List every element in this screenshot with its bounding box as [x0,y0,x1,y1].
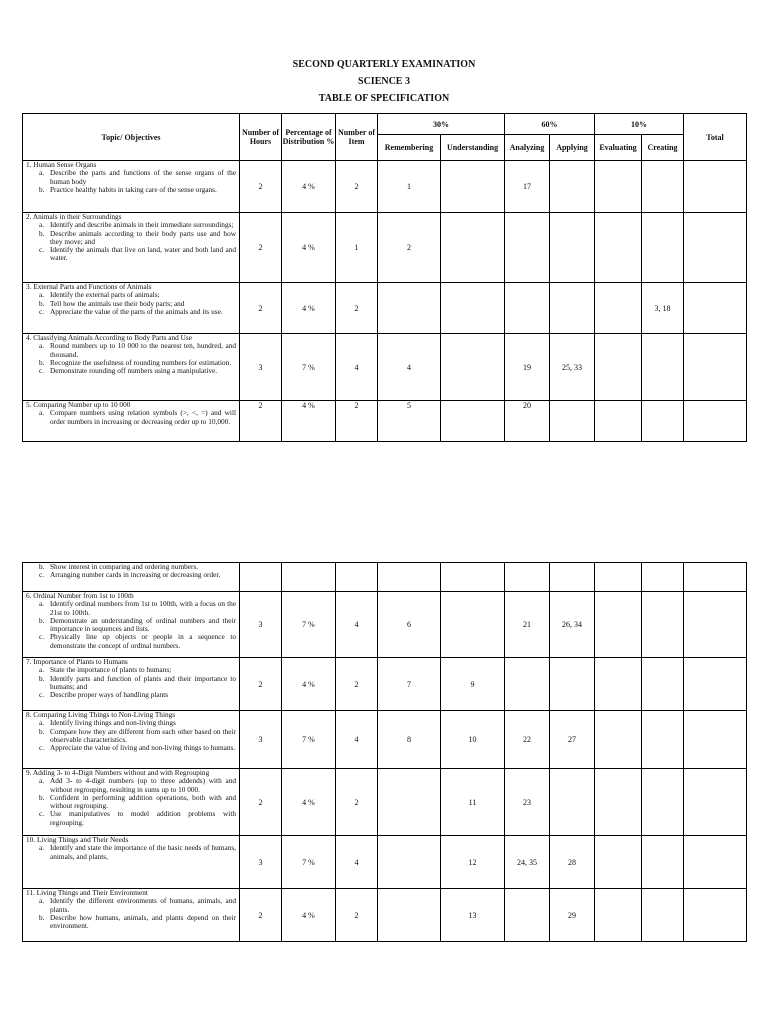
applying-cell [550,161,595,213]
objective-marker: a. [39,168,45,178]
understanding-cell [441,334,505,401]
remembering-cell: 2 [378,213,441,283]
objective-item [39,776,236,794]
objective-text: Appreciate the value of living and non-living things to humans. [50,743,236,753]
applying-cell [550,563,595,592]
objective-item [39,726,236,745]
remembering-cell: 4 [378,334,441,401]
topic-cell [23,161,240,213]
evaluating-cell [595,283,642,334]
understanding-cell: 13 [441,889,505,942]
evaluating-cell [595,401,642,442]
topic-cell [23,711,240,769]
objective-text: Identify ordinal numbers from 1st to 100th, with a focus on the 21st to 100th. [50,599,236,617]
objective-marker: b. [39,184,45,194]
items-cell: 2 [336,658,378,711]
creating-cell [642,658,684,711]
objective-text: Show interest in comparing and ordering numbers. [50,562,199,571]
objective-marker: b. [39,562,45,571]
percent-cell: 7 % [282,334,336,401]
total-cell [684,401,747,442]
objective-text: Tell how the animals use their body parts; and [50,298,185,308]
topic-heading: 11. Living Things and Their Environment [26,888,148,897]
evaluating-cell [595,563,642,592]
topic-cell [23,769,240,836]
objective-text: Describe proper ways of handling plants [50,690,169,700]
objective-item [39,673,236,692]
remembering-cell [378,769,441,836]
remembering-cell: 8 [378,711,441,769]
objective-text: Demonstrate rounding off numbers using a manipulative. [50,366,218,376]
hours-cell: 2 [240,401,282,442]
objective-text: Add 3- to 4-digit numbers (up to three addends) with and without regrouping, resulting in sums up to 10 000. [50,776,236,794]
topic-cell [23,563,240,592]
objective-text: Identify and describe animals in their immediate surroundings; [50,220,234,230]
percent-cell [282,563,336,592]
understanding-cell: 11 [441,769,505,836]
objective-item [39,245,236,263]
understanding-cell: 9 [441,658,505,711]
total-cell [684,563,747,592]
objective-item [39,843,236,861]
objective-text: Compare how they are different from each other based on their observable characteristics. [50,726,236,744]
items-cell: 2 [336,889,378,942]
remembering-cell [378,283,441,334]
topic-cell [23,401,240,442]
header-group-60: 60% [505,114,595,135]
objective-marker: c. [39,809,45,819]
total-cell [684,711,747,769]
topic-heading: 2. Animals in their Surroundings [26,212,122,221]
hours-cell [240,563,282,592]
percent-cell: 4 % [282,889,336,942]
percent-cell: 4 % [282,658,336,711]
topic-heading: 1. Human Sense Organs [26,160,97,169]
objective-marker: a. [39,599,45,609]
header-items: Number of Item [336,114,378,161]
creating-cell [642,769,684,836]
table-row [23,213,747,283]
analyzing-cell: 21 [505,592,550,658]
objective-text: Physically line up objects or people in a sequence to demonstrate the concept of ordinal numbers. [50,632,236,650]
objective-text: Appreciate the value of the parts of the animals and its use. [50,306,223,316]
topic-heading: 6. Ordinal Number from 1st to 100th [26,591,134,600]
objectives-list [26,409,236,426]
objective-text: Identify living things and non-living things [50,718,176,728]
creating-cell [642,836,684,889]
objectives-list [26,897,236,930]
objective-item [39,570,236,580]
objective-text: Identify the different environments of humans, animals, and plants. [50,896,236,914]
understanding-cell: 12 [441,836,505,889]
objective-marker: a. [39,896,45,906]
objective-marker: b. [39,615,45,625]
objectives-list [26,844,236,861]
objective-text: Compare numbers using relation symbols (>, <, =) and will order numbers in increasing or decreasing order up to 10,000. [50,408,236,426]
creating-cell: 3, 18 [642,283,684,334]
objective-item [39,743,236,753]
hours-cell: 2 [240,658,282,711]
table-row [23,836,747,889]
objective-text: Describe animals according to their body parts use and how they move; and [50,228,236,246]
objective-item [39,792,236,811]
objective-marker: c. [39,366,45,376]
total-cell [684,213,747,283]
table-row [23,658,747,711]
topic-cell [23,283,240,334]
evaluating-cell [595,161,642,213]
specification-table-page-1 [22,113,747,442]
objectives-list [26,169,236,194]
remembering-cell [378,836,441,889]
understanding-cell [441,213,505,283]
applying-cell: 27 [550,711,595,769]
evaluating-cell [595,889,642,942]
table-body-page-1 [23,161,747,442]
creating-cell [642,711,684,769]
items-cell: 4 [336,592,378,658]
objective-text: Practice healthy habits in taking care of the sense organs. [50,184,217,194]
hours-cell: 2 [240,213,282,283]
objective-marker: c. [39,632,45,642]
objective-marker: a. [39,843,45,853]
evaluating-cell [595,334,642,401]
topic-heading: 9. Adding 3- to 4-Digit Numbers without and with Regrouping [26,768,210,777]
topic-heading: 10. Living Things and Their Needs [26,835,129,844]
topic-cell [23,658,240,711]
analyzing-cell [505,658,550,711]
analyzing-cell: 20 [505,401,550,442]
applying-cell [550,769,595,836]
total-cell [684,769,747,836]
objective-item [39,408,236,426]
analyzing-cell [505,563,550,592]
objective-marker: c. [39,245,45,255]
evaluating-cell [595,769,642,836]
understanding-cell [441,161,505,213]
objective-item [39,168,236,186]
creating-cell [642,592,684,658]
hours-cell: 2 [240,889,282,942]
table-row [23,889,747,942]
analyzing-cell: 23 [505,769,550,836]
objective-marker: a. [39,665,45,675]
header-percentage: Percentage of Distribution % [282,114,336,161]
remembering-cell: 1 [378,161,441,213]
table-row [23,711,747,769]
table-body-page-2 [23,563,747,942]
topic-cell [23,592,240,658]
topic-heading: 3. External Parts and Functions of Animals [26,282,152,291]
table-row [23,769,747,836]
header-total: Total [684,114,747,161]
hours-cell: 2 [240,769,282,836]
applying-cell: 25, 33 [550,334,595,401]
evaluating-cell [595,213,642,283]
applying-cell: 28 [550,836,595,889]
objective-marker: c. [39,570,45,580]
table-row [23,334,747,401]
header-understanding: Understanding [441,135,505,161]
analyzing-cell [505,889,550,942]
objective-text: Confident in performing addition operations, both with and without regrouping. [50,792,236,811]
objective-marker: a. [39,408,45,418]
topic-cell [23,836,240,889]
creating-cell [642,334,684,401]
applying-cell: 29 [550,889,595,942]
evaluating-cell [595,836,642,889]
topic-heading: 7. Importance of Plants to Humans [26,657,128,666]
objective-text: State the importance of plants to humans; [50,665,172,675]
header-evaluating: Evaluating [595,135,642,161]
items-cell [336,563,378,592]
topic-heading: 4. Classifying Animals According to Body Parts and Use [26,333,192,342]
objective-text: Identify and state the importance of the basic needs of humans, animals, and plants, [50,843,236,861]
objective-marker: b. [39,298,45,308]
subject-title: SCIENCE 3 [358,76,410,87]
evaluating-cell [595,711,642,769]
objective-item [39,809,236,827]
remembering-cell [378,889,441,942]
objective-text: Arranging number cards in increasing or decreasing order. [50,570,221,580]
hours-cell: 3 [240,592,282,658]
items-cell: 2 [336,161,378,213]
objective-text: Demonstrate an understanding of ordinal numbers and their importance in sequences and lists. [50,615,236,634]
objective-text: Identify the animals that live on land, water and both land and water. [50,245,236,263]
evaluating-cell [595,658,642,711]
percent-cell: 7 % [282,592,336,658]
understanding-cell [441,283,505,334]
objective-marker: a. [39,220,45,230]
header-group-30: 30% [378,114,505,135]
items-cell: 4 [336,334,378,401]
percent-cell: 4 % [282,283,336,334]
table-row [23,563,747,592]
understanding-cell [441,592,505,658]
objectives-list [26,221,236,262]
objective-text: Recognize the usefulness of rounding numbers for estimation. [50,357,232,367]
table-row [23,592,747,658]
analyzing-cell: 19 [505,334,550,401]
items-cell: 4 [336,836,378,889]
creating-cell [642,889,684,942]
header-analyzing: Analyzing [505,135,550,161]
objective-item [39,912,236,931]
objective-marker: b. [39,912,45,922]
remembering-cell: 6 [378,592,441,658]
items-cell: 2 [336,401,378,442]
items-cell: 4 [336,711,378,769]
total-cell [684,334,747,401]
analyzing-cell: 24, 35 [505,836,550,889]
total-cell [684,836,747,889]
objective-marker: c. [39,306,45,316]
objective-marker: c. [39,743,45,753]
analyzing-cell [505,213,550,283]
percent-cell: 7 % [282,836,336,889]
topic-cell [23,334,240,401]
specification-table-page-2 [22,562,747,942]
table-row [23,401,747,442]
total-cell [684,889,747,942]
total-cell [684,658,747,711]
remembering-cell [378,563,441,592]
objective-text: Describe how humans, animals, and plants depend on their environment. [50,912,236,931]
objective-marker: b. [39,792,45,802]
total-cell [684,161,747,213]
total-cell [684,283,747,334]
objective-item [39,599,236,617]
objective-text: Identify the external parts of animals; [50,290,160,300]
exam-title: SECOND QUARTERLY EXAMINATION [292,59,476,70]
objective-marker: a. [39,718,45,728]
topic-cell [23,213,240,283]
topic-heading: 8. Comparing Living Things to Non-Living Things [26,710,176,719]
objectives-list [26,342,236,375]
objectives-list [26,666,236,699]
document-titles [0,56,768,107]
understanding-cell [441,563,505,592]
creating-cell [642,161,684,213]
creating-cell [642,401,684,442]
objective-item [39,632,236,650]
header-group-10: 10% [595,114,684,135]
applying-cell [550,401,595,442]
header-applying: Applying [550,135,595,161]
analyzing-cell: 17 [505,161,550,213]
applying-cell [550,658,595,711]
hours-cell: 3 [240,334,282,401]
percent-cell: 4 % [282,161,336,213]
total-cell [684,592,747,658]
objective-marker: b. [39,673,45,683]
evaluating-cell [595,592,642,658]
objective-item [39,896,236,914]
objective-item [39,341,236,359]
objective-marker: b. [39,357,45,367]
understanding-cell [441,401,505,442]
objective-marker: b. [39,726,45,736]
header-remembering: Remembering [378,135,441,161]
objectives-list [26,563,236,580]
topic-cell [23,889,240,942]
objective-item [39,306,236,316]
objective-text: Describe the parts and functions of the sense organs of the human body [50,168,236,186]
header-hours: Number of Hours [240,114,282,161]
percent-cell: 7 % [282,711,336,769]
items-cell: 2 [336,769,378,836]
objective-text: Round numbers up to 10 000 to the nearest ten, hundred, and thousand. [50,341,236,359]
creating-cell [642,213,684,283]
hours-cell: 2 [240,283,282,334]
hours-cell: 2 [240,161,282,213]
table-row [23,283,747,334]
percent-cell: 4 % [282,401,336,442]
table-title: TABLE OF SPECIFICATION [318,93,450,104]
objective-text: Identify parts and function of plants and their importance to humans; and [50,673,236,691]
header-topic: Topic/ Objectives [23,114,240,161]
analyzing-cell: 22 [505,711,550,769]
topic-heading: 5. Comparing Number up to 10 000 [26,400,131,409]
objectives-list [26,600,236,650]
percent-cell: 4 % [282,213,336,283]
items-cell: 1 [336,213,378,283]
applying-cell [550,283,595,334]
objective-marker: b. [39,228,45,238]
remembering-cell: 7 [378,658,441,711]
items-cell: 2 [336,283,378,334]
objective-item [39,228,236,247]
objective-item [39,615,236,634]
objective-marker: a. [39,776,45,786]
applying-cell [550,213,595,283]
objectives-list [26,719,236,752]
hours-cell: 3 [240,836,282,889]
analyzing-cell [505,283,550,334]
remembering-cell: 5 [378,401,441,442]
objective-marker: c. [39,690,45,700]
applying-cell: 26, 34 [550,592,595,658]
percent-cell: 4 % [282,769,336,836]
objectives-list [26,291,236,316]
creating-cell [642,563,684,592]
header-creating: Creating [642,135,684,161]
objective-marker: a. [39,290,45,300]
objective-item [39,690,236,700]
objective-item [39,184,236,194]
hours-cell: 3 [240,711,282,769]
understanding-cell: 10 [441,711,505,769]
objective-marker: a. [39,341,45,351]
table-row [23,161,747,213]
objective-item [39,366,236,376]
objectives-list [26,777,236,827]
objective-text: Use manipulatives to model addition problems with regrouping. [50,809,236,827]
